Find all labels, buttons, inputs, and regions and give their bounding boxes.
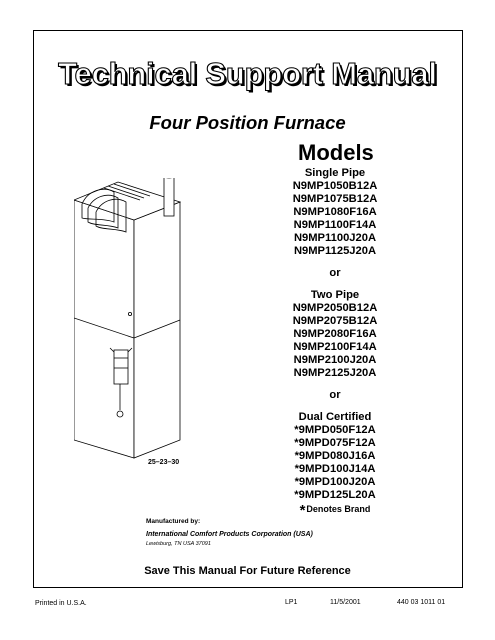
model-number: N9MP2050B12A (292, 302, 378, 314)
printed-in: Printed in U.S.A. (35, 600, 87, 607)
lp-code: LP1 (285, 599, 298, 606)
brand-note-text: Denotes Brand (306, 504, 371, 514)
brand-note (278, 503, 392, 517)
model-number: N9MP2100J20A (293, 354, 377, 366)
or-separator: or (329, 389, 341, 401)
model-number: N9MP1125J20A (293, 245, 377, 257)
model-number: N9MP2125J20A (293, 367, 377, 379)
group-heading-two-pipe: Two Pipe (310, 289, 360, 301)
model-number: *9MPD125L20A (294, 489, 376, 501)
model-number: N9MP1100F14A (293, 219, 377, 231)
manufacturer-name: International Comfort Products Corporation (USA) (146, 531, 313, 538)
model-number: *9MPD075F12A (294, 437, 376, 449)
figure-id: 25–23–30 (148, 459, 180, 466)
model-number: *9MPD050F12A (294, 424, 376, 436)
model-number: N9MP1050B12A (292, 180, 378, 192)
model-number: *9MPD100J14A (294, 463, 376, 475)
model-number: *9MPD100J20A (294, 476, 376, 488)
model-number: N9MP1075B12A (292, 193, 378, 205)
group-heading-single-pipe: Single Pipe (304, 167, 366, 179)
model-number: N9MP2075B12A (292, 315, 378, 327)
model-number: N9MP2100F14A (293, 341, 377, 353)
model-number: N9MP1080F16A (293, 206, 377, 218)
save-manual-note: Save This Manual For Future Reference (144, 565, 351, 577)
model-number: N9MP2080F16A (293, 328, 377, 340)
manufactured-by-label: Manufactured by: (146, 518, 201, 525)
print-date: 11/5/2001 (330, 599, 361, 606)
or-separator: or (329, 267, 341, 279)
subtitle: Four Position Furnace (149, 112, 346, 133)
manufacturer-address: Lewisburg, TN USA 37091 (146, 541, 211, 547)
page-title: Technical Support Manual (58, 56, 437, 91)
model-number: N9MP1100J20A (293, 232, 377, 244)
models-heading: Models (298, 140, 374, 165)
model-number: *9MPD080J16A (294, 450, 376, 462)
group-heading-dual-certified: Dual Certified (298, 411, 372, 423)
furnace-illustration (74, 178, 194, 468)
models-list (278, 167, 392, 517)
part-number: 440 03 1011 01 (397, 599, 446, 606)
asterisk: * (299, 502, 306, 519)
